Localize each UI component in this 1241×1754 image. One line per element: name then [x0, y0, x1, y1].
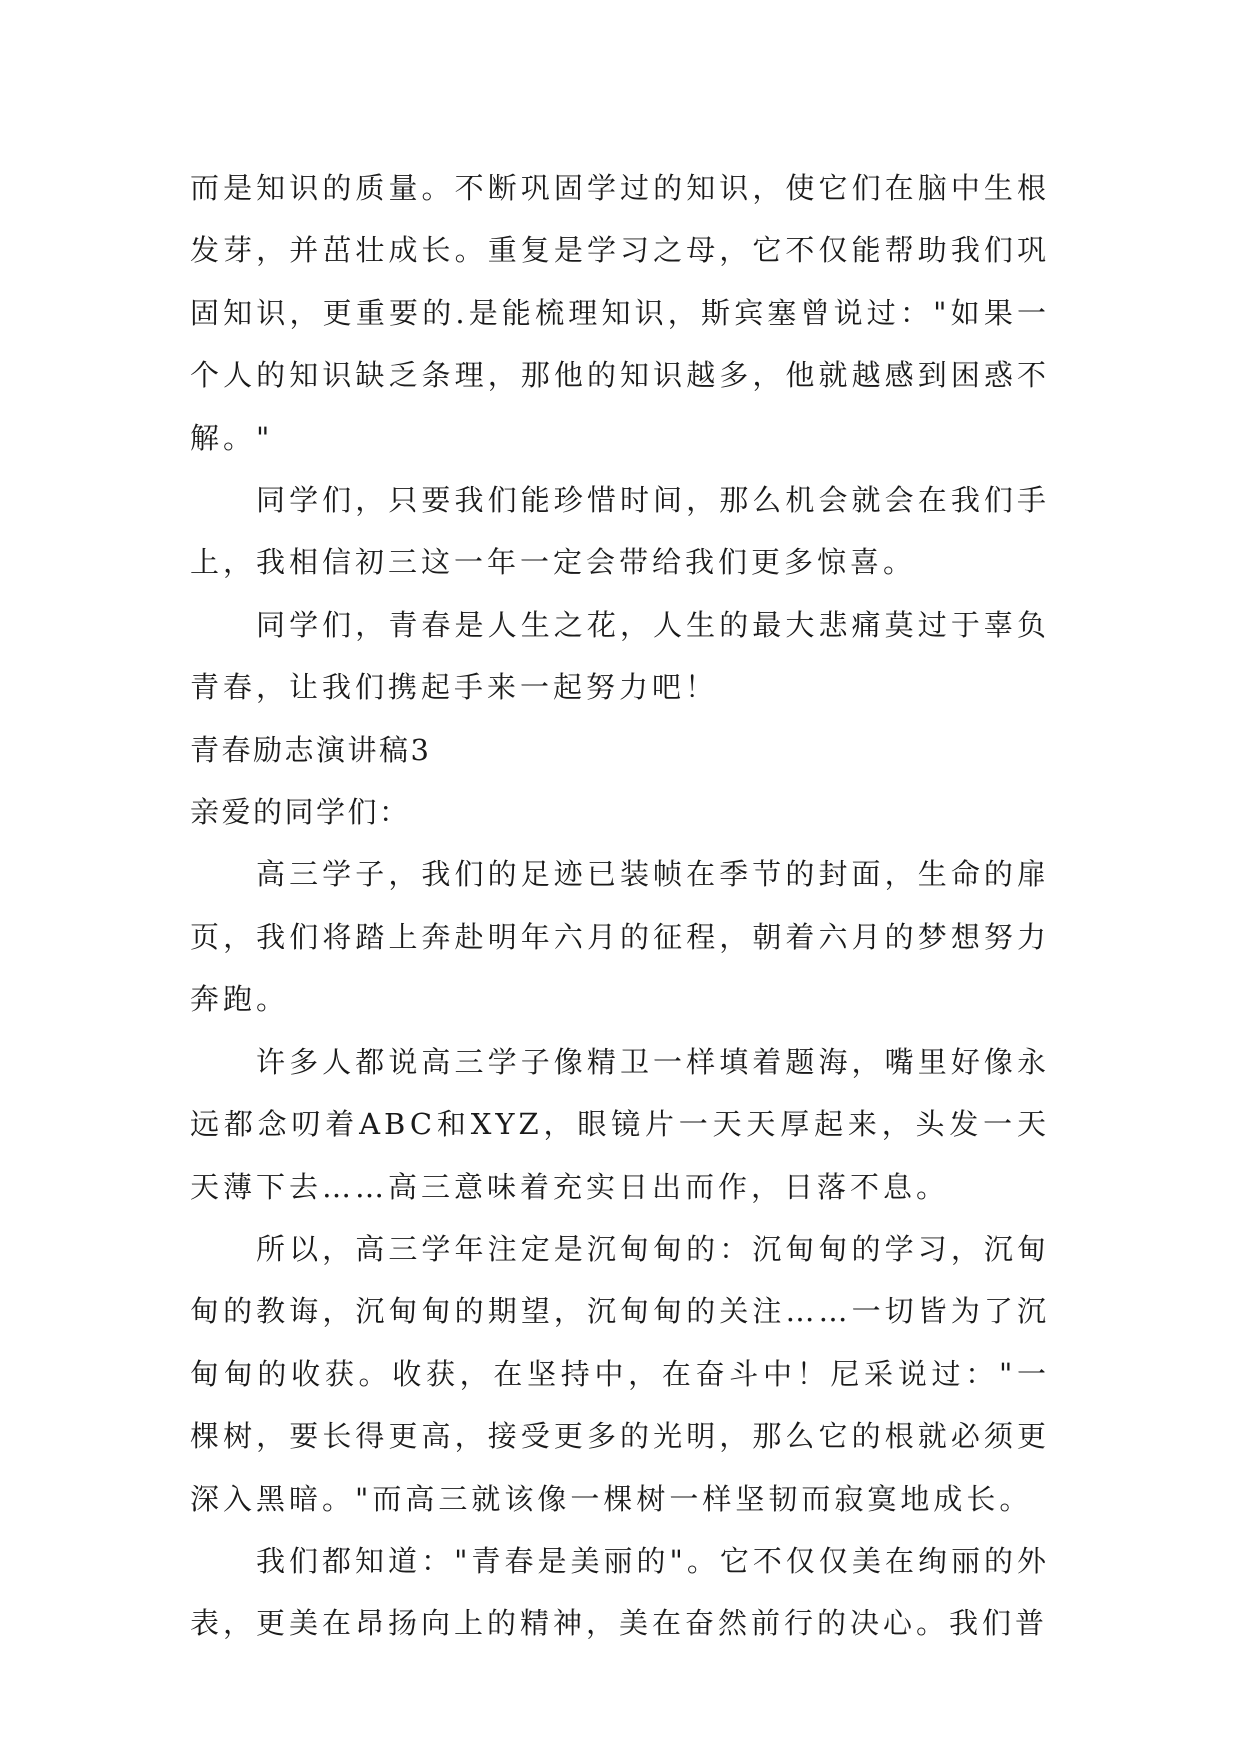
- paragraph-senior-students: 高三学子，我们的足迹已装帧在季节的封面，生命的扉页，我们将踏上奔赴明年六月的征程，朝着六月的梦想努力奔跑。: [190, 857, 1050, 1017]
- paragraph-cherish-time: 同学们，只要我们能珍惜时间，那么机会就会在我们手上，我相信初三这一年一定会带给我们更多惊喜。: [190, 483, 1050, 580]
- paragraph-youth-beautiful: 我们都知道："青春是美丽的"。它不仅仅美在绚丽的外表，更美在昂扬向上的精神，美在奋然前行的决心。我们普: [190, 1543, 1050, 1641]
- paragraph-continuation: 而是知识的质量。不断巩固学过的知识，使它们在脑中生根发芽，并茁壮成长。重复是学习之母，它不仅能帮助我们巩固知识，更重要的.是能梳理知识，斯宾塞曾说过："如果一个人的知识缺乏条理，那他的知识越多，他就越感到困惑不解。": [190, 171, 1050, 455]
- greeting-line: 亲爱的同学们：: [190, 795, 411, 830]
- paragraph-heavy-year: 所以，高三学年注定是沉甸甸的：沉甸甸的学习，沉甸甸的教诲，沉甸甸的期望，沉甸甸的关注……一切皆为了沉甸甸的收获。收获，在坚持中，在奋斗中！尼采说过："一棵树，要长得更高，接受更多的光明，那么它的根就必须更深入黑暗。"而高三就该像一棵树一样坚韧而寂寞地成长。: [190, 1231, 1050, 1516]
- document-body: [190, 157, 1050, 1655]
- paragraph-youth-flower: 同学们，青春是人生之花，人生的最大悲痛莫过于辜负青春，让我们携起手来一起努力吧！: [190, 607, 1050, 705]
- paragraph-sea-of-questions: 许多人都说高三学子像精卫一样填着题海，嘴里好像永远都念叨着ABC和XYZ，眼镜片一天天厚起来，头发一天天薄下去……高三意味着充实日出而作，日落不息。: [190, 1044, 1050, 1204]
- section-heading: 青春励志演讲稿3: [190, 732, 432, 767]
